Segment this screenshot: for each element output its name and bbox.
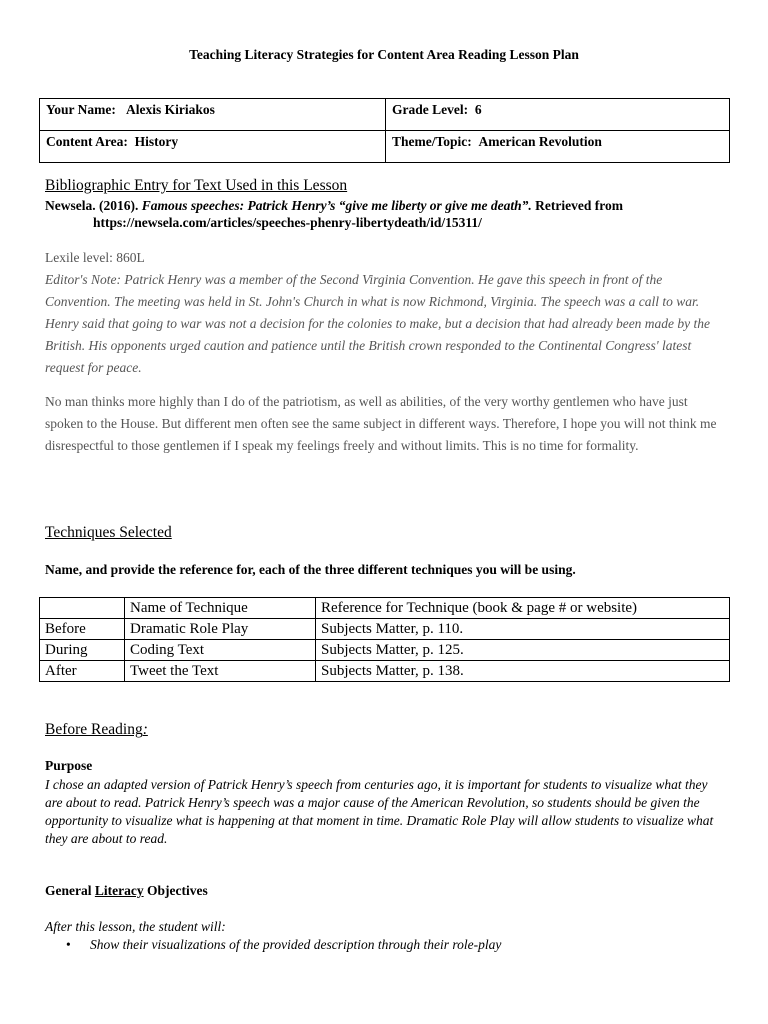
phase-cell: Before [40,619,125,640]
content-area-value: History [134,134,179,149]
technique-cell: Coding Text [125,640,316,661]
bib-work-title: Famous speeches: Patrick Henry’s “give me liberty or give me death”. [141,198,532,213]
objectives-heading-post: Objectives [143,883,208,898]
content-area-cell [40,131,386,163]
table-row [40,640,730,661]
bibliographic-entry [45,197,725,231]
grade-cell [386,99,730,131]
phase-cell: After [40,661,125,682]
technique-cell: Dramatic Role Play [125,619,316,640]
objectives-heading [45,883,208,899]
reference-cell: Subjects Matter, p. 138. [316,661,730,682]
theme-cell [386,131,730,163]
name-cell [40,99,386,131]
name-label: Your Name: [46,102,116,117]
techniques-heading: Techniques Selected [45,524,172,541]
techniques-header-row [40,598,730,619]
document-title: Teaching Literacy Strategies for Content Area Reading Lesson Plan [189,47,579,62]
bib-source: Newsela. (2016). [45,198,139,213]
header-phase [40,598,125,619]
bullet-icon: • [66,937,71,952]
objectives-heading-literacy: Literacy [94,883,144,898]
header-technique-name: Name of Technique [125,598,316,619]
objective-text: Show their visualizations of the provided description through their role-play [90,937,502,952]
table-row [40,661,730,682]
info-table [39,98,730,163]
technique-cell: Tweet the Text [125,661,316,682]
lexile-level: Lexile level: 860L [45,250,145,265]
list-item [66,937,501,953]
editors-note: Editor's Note: Patrick Henry was a member of the Second Virginia Convention. He gave this speech in front of the Convention. The meeting was held in St. John's Church in what is now Richmond, Virginia. The speech was a call to war. Henry said that going to war was not a decision for the colonies to make, but a decision that had already been made by the British. His opponents urged caution and patience until the British crown responded to the Continental Congress' latest request for peace. [45,272,711,375]
techniques-table [39,597,730,682]
before-reading-heading [45,721,148,739]
after-lesson-text: After this lesson, the student will: [45,919,226,934]
before-reading-colon: : [142,721,148,738]
grade-value: 6 [474,102,482,117]
info-row [40,131,730,163]
info-row [40,99,730,131]
objectives-heading-pre: General [45,883,95,898]
theme-label: Theme/Topic: [392,134,472,149]
theme-value: American Revolution [478,134,602,149]
speech-excerpt: No man thinks more highly than I do of the patriotism, as well as abilities, of the very worthy gentlemen who have just spoken to the House. But different men often see the same subject in different ways. Therefore, I hope you will not think me disrespectful to those gentlemen if I speak my feelings freely and without limits. This is no time for formality. [45,394,717,453]
name-value: Alexis Kiriakos [126,102,215,117]
bib-url: https://newsela.com/articles/speeches-phenry-libertydeath/id/15311/ [93,215,482,230]
table-row [40,619,730,640]
content-area-label: Content Area: [46,134,128,149]
before-reading-label: Before Reading [45,721,143,738]
bib-retrieved: Retrieved from [535,198,624,213]
techniques-instruction: Name, and provide the reference for, each of the three different techniques you will be using. [45,562,576,577]
bibliography-heading: Bibliographic Entry for Text Used in this Lesson [45,177,348,194]
header-reference: Reference for Technique (book & page # or website) [316,598,730,619]
reference-cell: Subjects Matter, p. 125. [316,640,730,661]
phase-cell: During [40,640,125,661]
purpose-text: I chose an adapted version of Patrick Henry’s speech from centuries ago, it is important for students to visualize what they are about to read. Patrick Henry’s speech was a major cause of the American Revolution, so students should be given the opportunity to visualize what is happening at that moment in time. Dramatic Role Play will allow students to visualize what they are about to read. [45,777,714,846]
reference-cell: Subjects Matter, p. 110. [316,619,730,640]
purpose-heading: Purpose [45,758,93,773]
grade-label: Grade Level: [392,102,469,117]
